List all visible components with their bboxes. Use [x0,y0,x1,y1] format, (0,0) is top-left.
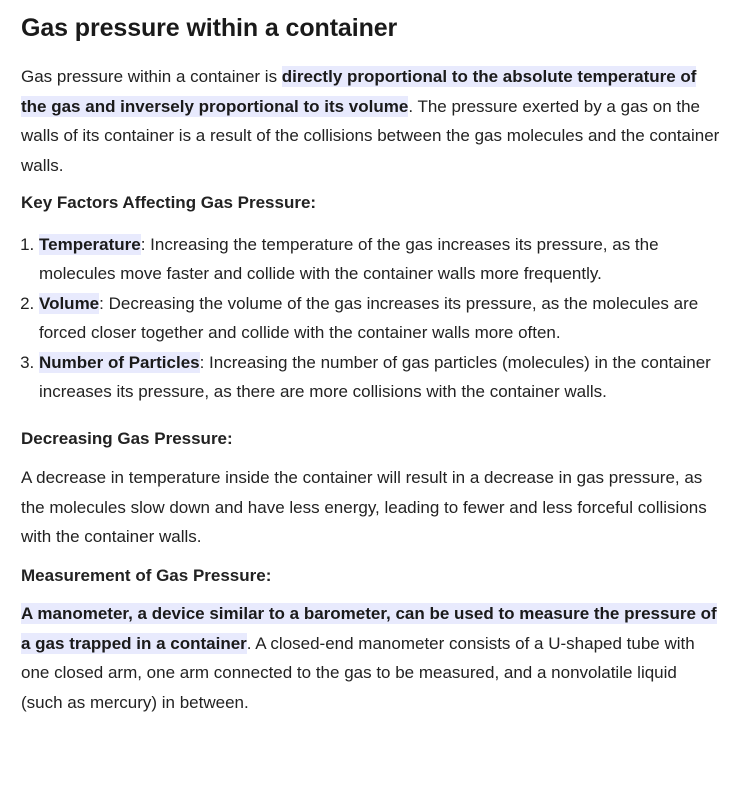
measurement-paragraph [21,599,722,717]
list-item-number-of-particles [39,348,722,407]
list-item-text: : Increasing the temperature of the gas increases its pressure, as the molecules move faster and collide with the container walls more frequently. [39,234,659,283]
key-factors-list [21,230,722,407]
measurement-text-post: . A closed-end manometer consists of a U-shaped tube with one closed arm, one arm connected to the gas to be measured, and a nonvolatile liquid (such as mercury) in between. [21,633,695,712]
term-number-of-particles: Number of Particles [39,352,200,372]
term-temperature: Temperature [39,234,141,254]
measurement-heading: Measurement of Gas Pressure: [21,565,272,585]
decreasing-paragraph: A decrease in temperature inside the container will result in a decrease in gas pressure, as the molecules slow down and have less energy, leading to fewer and less forceful collisions with the container walls. [21,468,707,546]
decreasing-heading: Decreasing Gas Pressure: [21,428,233,448]
list-item-text: : Increasing the number of gas particles (molecules) in the container increases its pressure, as there are more collisions with the container walls. [39,352,711,401]
intro-text-post: . The pressure exerted by a gas on the walls of its container is a result of the collisions between the gas molecules and the container walls. [21,96,720,175]
intro-highlight: directly proportional to the absolute temperature of the gas and inversely proportional to its volume [21,67,697,116]
list-item-text: : Decreasing the volume of the gas increases its pressure, as the molecules are forced closer together and collide with the container walls more often. [39,293,699,342]
intro-paragraph [21,62,722,180]
list-item-temperature [39,230,722,289]
list-item-volume [39,289,722,348]
measurement-highlight: A manometer, a device similar to a barometer, can be used to measure the pressure of a gas trapped in a container [21,604,717,653]
intro-text-pre: Gas pressure within a container is [21,67,282,86]
page-title: Gas pressure within a container [21,14,398,42]
key-factors-heading: Key Factors Affecting Gas Pressure: [21,193,317,212]
term-volume: Volume [39,293,100,313]
